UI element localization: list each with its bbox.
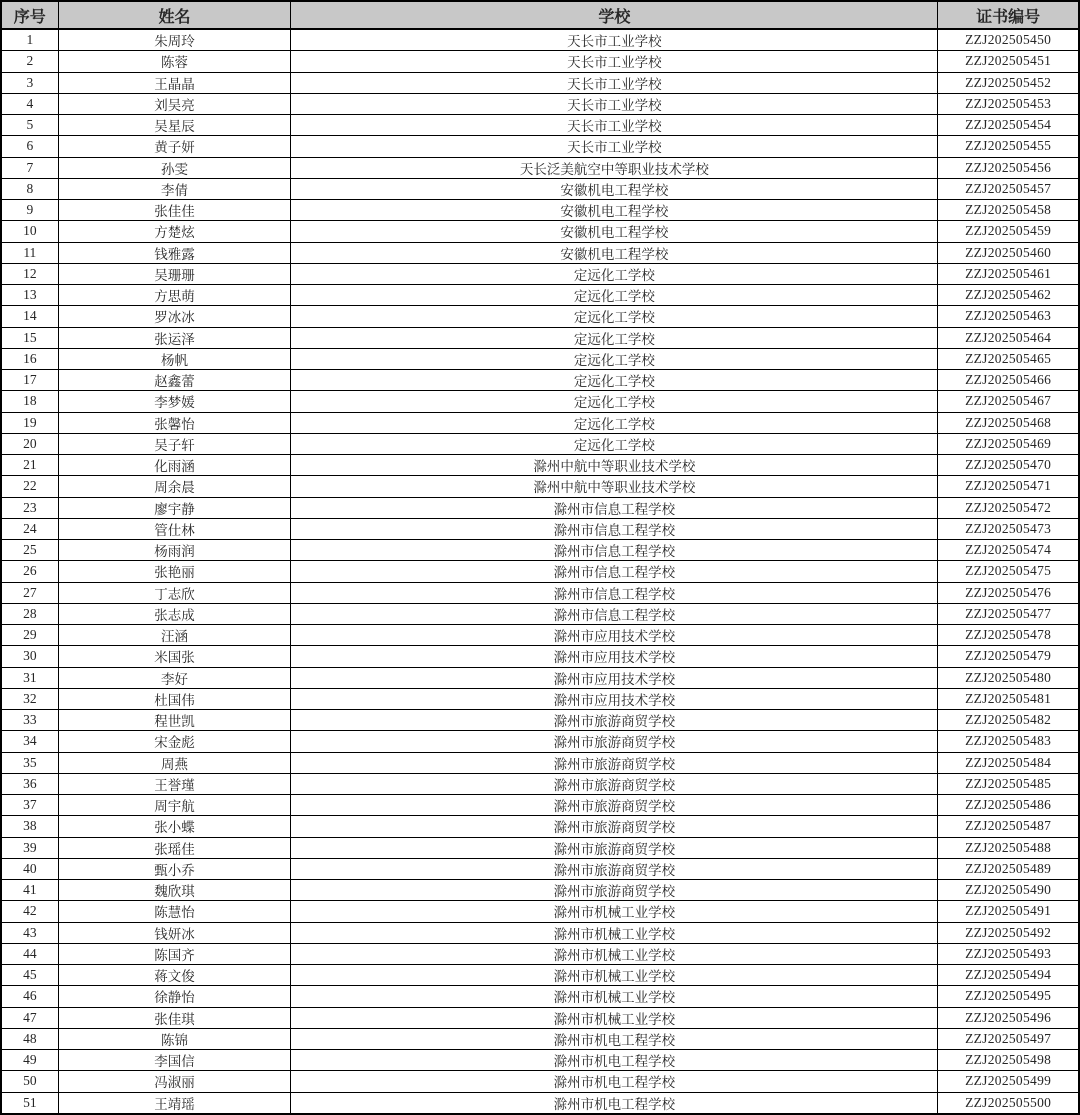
cell-cert: ZZJ202505488	[938, 837, 1079, 858]
cell-school: 滁州市旅游商贸学校	[291, 816, 938, 837]
cell-index: 6	[1, 136, 58, 157]
cell-name: 方思萌	[58, 285, 291, 306]
cell-school: 滁州市机电工程学校	[291, 1028, 938, 1049]
cell-school: 滁州中航中等职业技术学校	[291, 455, 938, 476]
cell-name: 张志成	[58, 603, 291, 624]
cell-index: 47	[1, 1007, 58, 1028]
table-row	[1, 710, 1079, 731]
cell-name: 钱妍冰	[58, 922, 291, 943]
cell-index: 49	[1, 1050, 58, 1071]
cell-cert: ZZJ202505485	[938, 773, 1079, 794]
cell-index: 40	[1, 858, 58, 879]
cell-cert: ZZJ202505461	[938, 263, 1079, 284]
table-row	[1, 922, 1079, 943]
cell-cert: ZZJ202505465	[938, 348, 1079, 369]
header-cell-cert: 证书编号	[938, 1, 1079, 29]
table-body	[1, 29, 1079, 1114]
table-row	[1, 901, 1079, 922]
cell-name: 刘吴亮	[58, 93, 291, 114]
table-header	[1, 1, 1079, 29]
table-row	[1, 327, 1079, 348]
cell-index: 16	[1, 348, 58, 369]
table-row	[1, 1050, 1079, 1071]
cell-index: 21	[1, 455, 58, 476]
cell-index: 44	[1, 943, 58, 964]
cell-index: 8	[1, 178, 58, 199]
cell-name: 吴珊珊	[58, 263, 291, 284]
cell-index: 39	[1, 837, 58, 858]
cell-name: 王晶晶	[58, 72, 291, 93]
cell-index: 19	[1, 412, 58, 433]
cell-index: 30	[1, 646, 58, 667]
cell-cert: ZZJ202505487	[938, 816, 1079, 837]
cell-school: 天长泛美航空中等职业技术学校	[291, 157, 938, 178]
cell-school: 定远化工学校	[291, 412, 938, 433]
cell-index: 50	[1, 1071, 58, 1092]
table-row	[1, 93, 1079, 114]
cell-school: 滁州中航中等职业技术学校	[291, 476, 938, 497]
cell-school: 安徽机电工程学校	[291, 200, 938, 221]
table-row	[1, 518, 1079, 539]
cell-index: 42	[1, 901, 58, 922]
cell-index: 14	[1, 306, 58, 327]
cell-name: 宋金彪	[58, 731, 291, 752]
table-row	[1, 178, 1079, 199]
cell-index: 41	[1, 880, 58, 901]
cell-cert: ZZJ202505496	[938, 1007, 1079, 1028]
cell-index: 28	[1, 603, 58, 624]
cell-school: 定远化工学校	[291, 348, 938, 369]
table-row	[1, 455, 1079, 476]
cell-index: 3	[1, 72, 58, 93]
table-row	[1, 795, 1079, 816]
cell-index: 22	[1, 476, 58, 497]
cell-school: 滁州市机电工程学校	[291, 1050, 938, 1071]
cell-index: 1	[1, 29, 58, 51]
cell-index: 38	[1, 816, 58, 837]
cell-name: 张艳丽	[58, 561, 291, 582]
cell-cert: ZZJ202505451	[938, 51, 1079, 72]
table-row	[1, 1092, 1079, 1114]
cell-index: 15	[1, 327, 58, 348]
cell-cert: ZZJ202505499	[938, 1071, 1079, 1092]
table-row	[1, 1007, 1079, 1028]
cell-cert: ZZJ202505484	[938, 752, 1079, 773]
table-row	[1, 136, 1079, 157]
cell-school: 滁州市旅游商贸学校	[291, 837, 938, 858]
cell-school: 滁州市信息工程学校	[291, 561, 938, 582]
table-row	[1, 476, 1079, 497]
cell-school: 安徽机电工程学校	[291, 178, 938, 199]
table-row	[1, 667, 1079, 688]
table-row	[1, 858, 1079, 879]
cell-name: 吴子轩	[58, 433, 291, 454]
cell-cert: ZZJ202505490	[938, 880, 1079, 901]
cell-school: 滁州市信息工程学校	[291, 518, 938, 539]
cell-index: 48	[1, 1028, 58, 1049]
header-cell-name: 姓名	[58, 1, 291, 29]
cell-cert: ZZJ202505500	[938, 1092, 1079, 1114]
cell-index: 7	[1, 157, 58, 178]
cell-name: 李国信	[58, 1050, 291, 1071]
cell-index: 36	[1, 773, 58, 794]
cell-school: 滁州市信息工程学校	[291, 582, 938, 603]
cell-cert: ZZJ202505486	[938, 795, 1079, 816]
cell-cert: ZZJ202505459	[938, 221, 1079, 242]
cell-index: 33	[1, 710, 58, 731]
table-row	[1, 773, 1079, 794]
cell-index: 27	[1, 582, 58, 603]
cell-index: 45	[1, 965, 58, 986]
cell-index: 51	[1, 1092, 58, 1114]
cell-cert: ZZJ202505464	[938, 327, 1079, 348]
header-cell-index: 序号	[1, 1, 58, 29]
cell-name: 李倩	[58, 178, 291, 199]
cell-index: 25	[1, 540, 58, 561]
cell-name: 王靖瑶	[58, 1092, 291, 1114]
cell-school: 滁州市应用技术学校	[291, 625, 938, 646]
cell-name: 魏欣琪	[58, 880, 291, 901]
table-row	[1, 880, 1079, 901]
cell-school: 定远化工学校	[291, 285, 938, 306]
cell-name: 杜国伟	[58, 688, 291, 709]
cell-index: 4	[1, 93, 58, 114]
cell-school: 天长市工业学校	[291, 72, 938, 93]
cell-cert: ZZJ202505463	[938, 306, 1079, 327]
table-row	[1, 497, 1079, 518]
cell-name: 张运泽	[58, 327, 291, 348]
table-row	[1, 561, 1079, 582]
cell-name: 张小蝶	[58, 816, 291, 837]
cell-school: 定远化工学校	[291, 327, 938, 348]
cell-school: 安徽机电工程学校	[291, 221, 938, 242]
cell-name: 罗冰冰	[58, 306, 291, 327]
cell-school: 滁州市信息工程学校	[291, 603, 938, 624]
cell-name: 李梦媛	[58, 391, 291, 412]
table-row	[1, 752, 1079, 773]
cell-name: 米国张	[58, 646, 291, 667]
cell-cert: ZZJ202505452	[938, 72, 1079, 93]
cell-index: 37	[1, 795, 58, 816]
cell-school: 天长市工业学校	[291, 115, 938, 136]
cell-name: 陈慧怡	[58, 901, 291, 922]
cell-school: 滁州市机械工业学校	[291, 1007, 938, 1028]
cell-name: 汪涵	[58, 625, 291, 646]
cell-cert: ZZJ202505457	[938, 178, 1079, 199]
table-row	[1, 370, 1079, 391]
cell-index: 34	[1, 731, 58, 752]
table-row	[1, 412, 1079, 433]
cell-cert: ZZJ202505494	[938, 965, 1079, 986]
cell-cert: ZZJ202505473	[938, 518, 1079, 539]
cell-name: 方楚炫	[58, 221, 291, 242]
table-row	[1, 582, 1079, 603]
table-row	[1, 157, 1079, 178]
table-row	[1, 943, 1079, 964]
cell-name: 化雨涵	[58, 455, 291, 476]
cell-school: 滁州市信息工程学校	[291, 540, 938, 561]
cell-name: 孙雯	[58, 157, 291, 178]
cell-cert: ZZJ202505458	[938, 200, 1079, 221]
cell-school: 定远化工学校	[291, 370, 938, 391]
cell-school: 滁州市旅游商贸学校	[291, 880, 938, 901]
cell-name: 陈国齐	[58, 943, 291, 964]
cell-name: 周宇航	[58, 795, 291, 816]
table-row	[1, 242, 1079, 263]
table-row	[1, 603, 1079, 624]
cell-name: 徐静怡	[58, 986, 291, 1007]
cell-cert: ZZJ202505474	[938, 540, 1079, 561]
cell-index: 2	[1, 51, 58, 72]
header-row	[1, 1, 1079, 29]
cell-name: 甄小乔	[58, 858, 291, 879]
cell-cert: ZZJ202505462	[938, 285, 1079, 306]
cell-cert: ZZJ202505455	[938, 136, 1079, 157]
cell-name: 朱周玲	[58, 29, 291, 51]
cell-cert: ZZJ202505482	[938, 710, 1079, 731]
cell-cert: ZZJ202505450	[938, 29, 1079, 51]
cell-name: 冯淑丽	[58, 1071, 291, 1092]
cell-name: 钱雅露	[58, 242, 291, 263]
cell-name: 程世凯	[58, 710, 291, 731]
cell-index: 26	[1, 561, 58, 582]
cell-cert: ZZJ202505479	[938, 646, 1079, 667]
cell-name: 廖宇静	[58, 497, 291, 518]
cell-name: 吴星辰	[58, 115, 291, 136]
cell-name: 周余晨	[58, 476, 291, 497]
table-row	[1, 391, 1079, 412]
table-row	[1, 688, 1079, 709]
cell-school: 天长市工业学校	[291, 93, 938, 114]
table-row	[1, 72, 1079, 93]
cell-school: 定远化工学校	[291, 391, 938, 412]
cell-name: 杨雨润	[58, 540, 291, 561]
cell-cert: ZZJ202505467	[938, 391, 1079, 412]
cell-index: 23	[1, 497, 58, 518]
cell-school: 滁州市机械工业学校	[291, 901, 938, 922]
cell-index: 9	[1, 200, 58, 221]
cell-cert: ZZJ202505492	[938, 922, 1079, 943]
cell-name: 周燕	[58, 752, 291, 773]
cell-name: 赵鑫蕾	[58, 370, 291, 391]
cell-name: 黄子妍	[58, 136, 291, 157]
cell-cert: ZZJ202505498	[938, 1050, 1079, 1071]
table-row	[1, 433, 1079, 454]
cell-name: 丁志欣	[58, 582, 291, 603]
cell-cert: ZZJ202505469	[938, 433, 1079, 454]
table-row	[1, 285, 1079, 306]
cell-cert: ZZJ202505476	[938, 582, 1079, 603]
cell-school: 滁州市旅游商贸学校	[291, 795, 938, 816]
cell-name: 陈锦	[58, 1028, 291, 1049]
cell-cert: ZZJ202505489	[938, 858, 1079, 879]
table-row	[1, 837, 1079, 858]
table-row	[1, 731, 1079, 752]
cell-cert: ZZJ202505466	[938, 370, 1079, 391]
cell-cert: ZZJ202505454	[938, 115, 1079, 136]
cell-index: 17	[1, 370, 58, 391]
cell-name: 蒋文俊	[58, 965, 291, 986]
cell-school: 滁州市机械工业学校	[291, 986, 938, 1007]
table-row	[1, 816, 1079, 837]
cell-index: 12	[1, 263, 58, 284]
cell-index: 31	[1, 667, 58, 688]
cell-school: 滁州市旅游商贸学校	[291, 710, 938, 731]
cell-index: 11	[1, 242, 58, 263]
cell-index: 18	[1, 391, 58, 412]
cell-cert: ZZJ202505468	[938, 412, 1079, 433]
cell-index: 32	[1, 688, 58, 709]
cell-index: 20	[1, 433, 58, 454]
cell-school: 滁州市机械工业学校	[291, 922, 938, 943]
cell-school: 定远化工学校	[291, 263, 938, 284]
table-row	[1, 306, 1079, 327]
cell-index: 24	[1, 518, 58, 539]
cell-index: 10	[1, 221, 58, 242]
cell-school: 滁州市机电工程学校	[291, 1071, 938, 1092]
cell-name: 张佳佳	[58, 200, 291, 221]
cell-cert: ZZJ202505491	[938, 901, 1079, 922]
table-row	[1, 29, 1079, 51]
cell-school: 天长市工业学校	[291, 29, 938, 51]
table-row	[1, 1028, 1079, 1049]
cell-name: 杨帆	[58, 348, 291, 369]
cell-cert: ZZJ202505493	[938, 943, 1079, 964]
cell-name: 陈蓉	[58, 51, 291, 72]
cell-name: 张瑶佳	[58, 837, 291, 858]
cell-cert: ZZJ202505460	[938, 242, 1079, 263]
cell-school: 滁州市应用技术学校	[291, 667, 938, 688]
cell-school: 滁州市旅游商贸学校	[291, 773, 938, 794]
cell-school: 滁州市应用技术学校	[291, 646, 938, 667]
cell-cert: ZZJ202505472	[938, 497, 1079, 518]
table-row	[1, 263, 1079, 284]
cell-index: 13	[1, 285, 58, 306]
cell-cert: ZZJ202505480	[938, 667, 1079, 688]
cell-cert: ZZJ202505475	[938, 561, 1079, 582]
table-row	[1, 625, 1079, 646]
cell-cert: ZZJ202505495	[938, 986, 1079, 1007]
cell-school: 天长市工业学校	[291, 51, 938, 72]
table-row	[1, 348, 1079, 369]
cell-school: 滁州市旅游商贸学校	[291, 858, 938, 879]
cell-index: 29	[1, 625, 58, 646]
cell-school: 滁州市机械工业学校	[291, 965, 938, 986]
table-row	[1, 986, 1079, 1007]
cell-school: 滁州市旅游商贸学校	[291, 752, 938, 773]
cell-index: 43	[1, 922, 58, 943]
cell-school: 滁州市应用技术学校	[291, 688, 938, 709]
cell-name: 张馨怡	[58, 412, 291, 433]
cell-school: 天长市工业学校	[291, 136, 938, 157]
cell-index: 35	[1, 752, 58, 773]
table-row	[1, 1071, 1079, 1092]
cell-name: 王誉瑾	[58, 773, 291, 794]
cell-cert: ZZJ202505456	[938, 157, 1079, 178]
cell-cert: ZZJ202505478	[938, 625, 1079, 646]
cell-cert: ZZJ202505497	[938, 1028, 1079, 1049]
cell-school: 安徽机电工程学校	[291, 242, 938, 263]
cell-cert: ZZJ202505483	[938, 731, 1079, 752]
cell-school: 滁州市信息工程学校	[291, 497, 938, 518]
cell-school: 滁州市旅游商贸学校	[291, 731, 938, 752]
cell-name: 李好	[58, 667, 291, 688]
cell-school: 滁州市机电工程学校	[291, 1092, 938, 1114]
cell-cert: ZZJ202505481	[938, 688, 1079, 709]
cell-name: 张佳琪	[58, 1007, 291, 1028]
cell-school: 定远化工学校	[291, 433, 938, 454]
cell-cert: ZZJ202505471	[938, 476, 1079, 497]
cell-school: 滁州市机械工业学校	[291, 943, 938, 964]
table-row	[1, 965, 1079, 986]
table-row	[1, 221, 1079, 242]
cell-school: 定远化工学校	[291, 306, 938, 327]
cell-index: 46	[1, 986, 58, 1007]
cell-cert: ZZJ202505470	[938, 455, 1079, 476]
cell-index: 5	[1, 115, 58, 136]
cell-cert: ZZJ202505477	[938, 603, 1079, 624]
table-row	[1, 115, 1079, 136]
cell-name: 管仕林	[58, 518, 291, 539]
table-row	[1, 200, 1079, 221]
header-cell-school: 学校	[291, 1, 938, 29]
table-row	[1, 540, 1079, 561]
table-row	[1, 646, 1079, 667]
cell-cert: ZZJ202505453	[938, 93, 1079, 114]
table-row	[1, 51, 1079, 72]
